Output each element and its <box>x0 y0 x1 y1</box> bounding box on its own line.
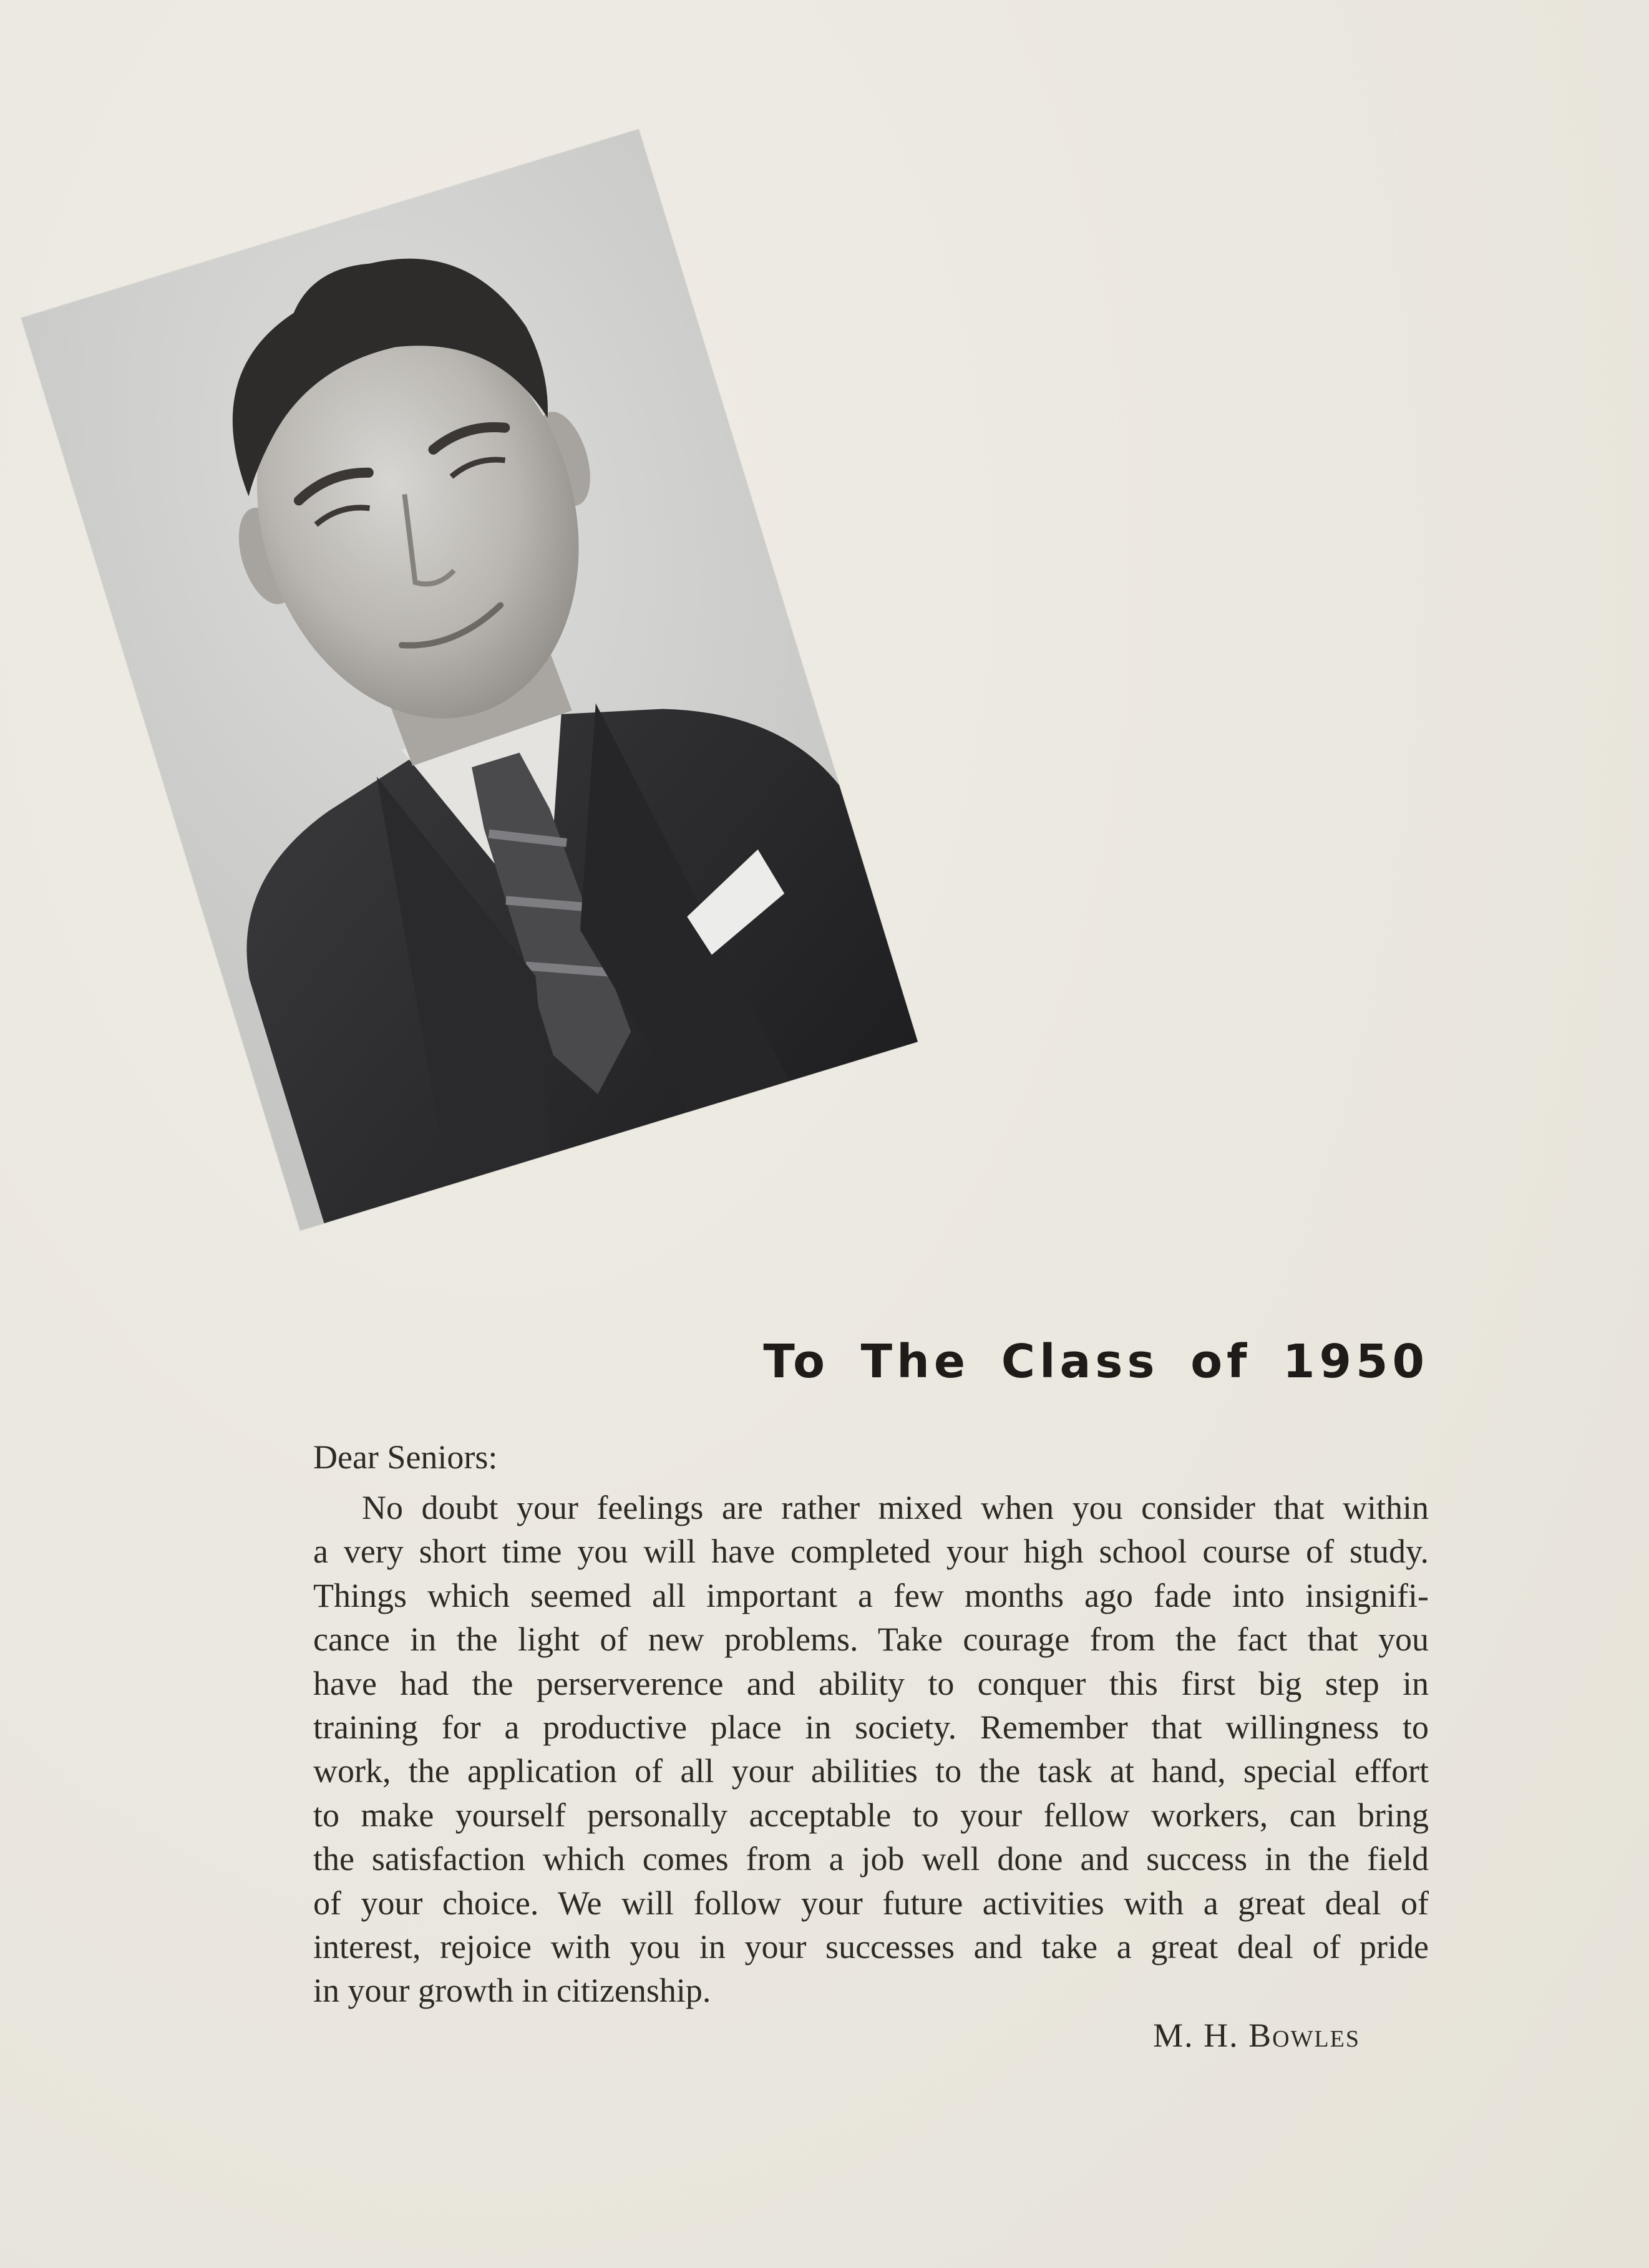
letter-line: the satisfaction which comes from a job well done and success in the field <box>313 1840 1429 1878</box>
letter-line: of your choice. We will follow your future activities with a great deal of <box>313 1884 1429 1922</box>
letter-line: No doubt your feelings are rather mixed when you consider that within <box>362 1489 1429 1526</box>
portrait-photo <box>21 129 918 1231</box>
letter-line: to make yourself personally acceptable to your fellow workers, can bring <box>313 1796 1429 1834</box>
letter-signature: M. H. Bowles <box>1153 2017 1360 2054</box>
letter-body <box>313 1486 1429 2013</box>
letter-line: work, the application of all your abilities to the task at hand, special effort <box>313 1752 1429 1790</box>
page-title: To The Class of 1950 <box>763 1335 1429 1388</box>
letter-line: in your growth in citizenship. <box>313 1972 711 2010</box>
letter-line: have had the perserverence and ability to conquer this first big step in <box>313 1664 1429 1702</box>
portrait-illustration <box>21 129 918 1231</box>
letter-line: Things which seemed all important a few months ago fade into insignifi- <box>313 1576 1429 1614</box>
letter-line: a very short time you will have completed your high school course of study. <box>313 1533 1429 1571</box>
letter-salutation: Dear Seniors: <box>313 1438 498 1476</box>
letter-line: cance in the light of new problems. Take courage from the fact that you <box>313 1621 1429 1659</box>
letter-line: training for a productive place in society. Remember that willingness to <box>313 1708 1429 1747</box>
letter-line: interest, rejoice with you in your successes and take a great deal of pride <box>313 1928 1429 1966</box>
